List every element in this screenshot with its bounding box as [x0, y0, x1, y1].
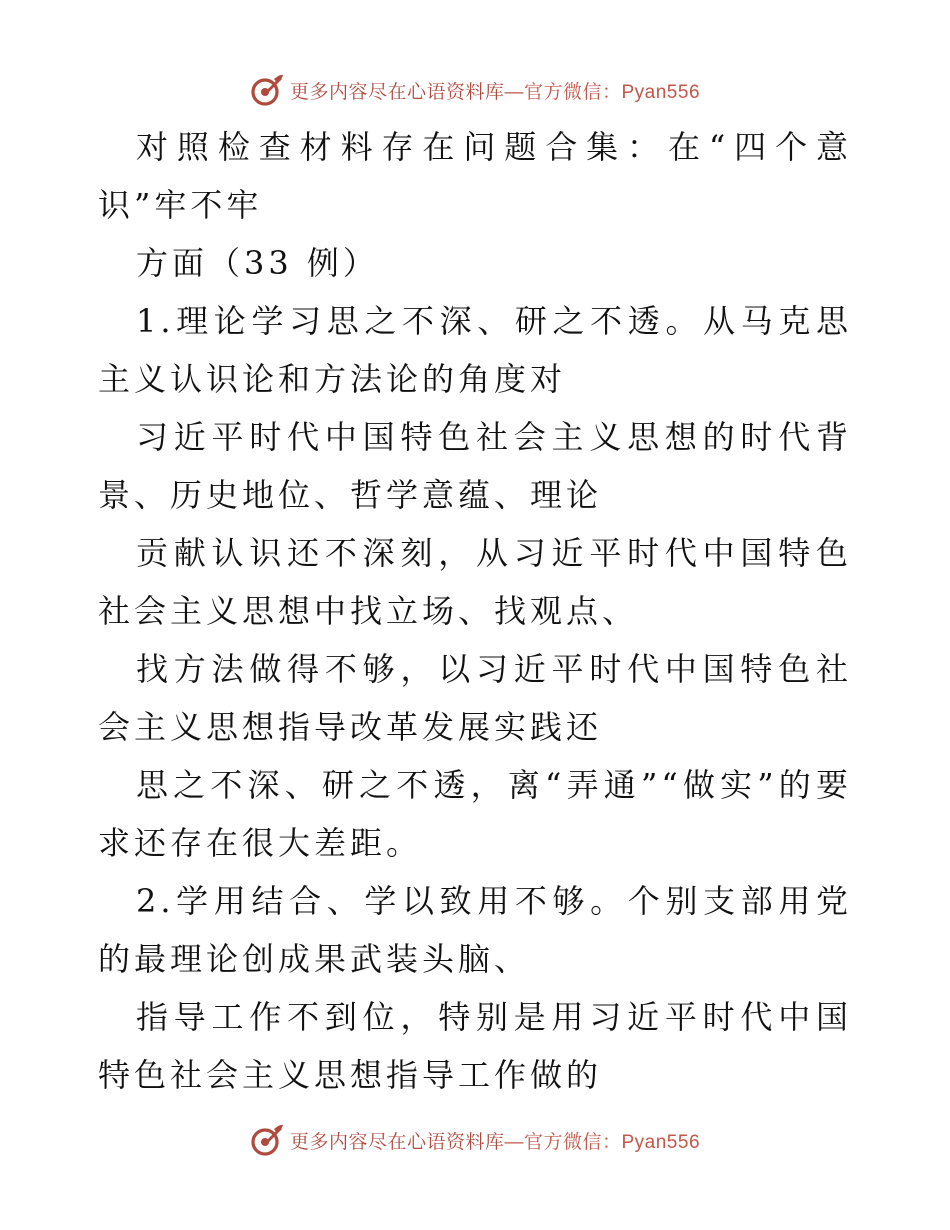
header-banner: [0, 72, 950, 108]
banner-text: [290, 1127, 700, 1154]
quill-pen-circle-icon: [250, 1123, 284, 1157]
banner-contact-text: —官方微信：Pyan556: [504, 1131, 701, 1153]
paragraph: 1.理论学习思之不深、研之不透。从马克思主义认识论和方法论的角度对: [98, 302, 852, 398]
quill-pen-circle-icon: [250, 73, 284, 107]
paragraph: 习近平时代中国特色社会主义思想的时代背景、历史地位、哲学意蕴、理论: [98, 418, 852, 514]
footer-banner: [0, 1122, 950, 1158]
paragraph: 找方法做得不够，以习近平时代中国特色社会主义思想指导改革发展实践还: [98, 650, 852, 746]
paragraph: 思之不深、研之不透，离“弄通”“做实”的要求还存在很大差距。: [98, 766, 852, 862]
document-subtitle: 方面（33 例）: [136, 244, 379, 282]
banner-contact-text: —官方微信：Pyan556: [504, 81, 701, 103]
document-body: [98, 118, 852, 1104]
paragraph: 贡献认识还不深刻，从习近平时代中国特色社会主义思想中找立场、找观点、: [98, 534, 852, 630]
banner-site-text: 更多内容尽在心语资料库: [289, 1130, 505, 1153]
paragraph: 指导工作不到位，特别是用习近平时代中国特色社会主义思想指导工作做的: [98, 998, 852, 1094]
banner-text: [290, 77, 700, 104]
document-title: 对照检查材料存在问题合集：在“四个意识”牢不牢: [98, 128, 852, 224]
banner-site-text: 更多内容尽在心语资料库: [289, 80, 505, 103]
paragraph: 2.学用结合、学以致用不够。个别支部用党的最理论创成果武装头脑、: [98, 882, 852, 978]
